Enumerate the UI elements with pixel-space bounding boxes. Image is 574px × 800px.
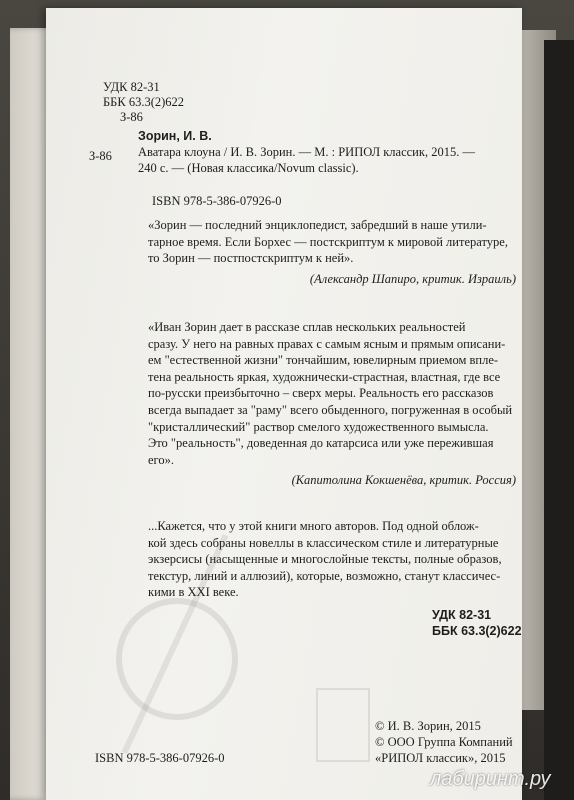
quote-line: кой здесь собраны новеллы в классическом стиле и литературные	[148, 535, 499, 550]
show-through-bicycle-image	[116, 598, 238, 720]
quote-line: ем "естественной жизни" тончайшим, ювелирным приемом вплe-	[148, 353, 499, 368]
bottom-classification-codes	[432, 607, 522, 639]
bibliographic-record	[138, 128, 475, 176]
bib-author-mark: З-86	[89, 149, 112, 163]
quote-line: "кристаллический" раствор смелого художественного вымысла.	[148, 419, 489, 434]
book-cover-edge	[544, 40, 574, 800]
quote-line: его».	[148, 452, 174, 467]
quote-line: сразу. У него на равных правах с самым ясным и прямым описани-	[148, 336, 506, 351]
author-mark: З-86	[120, 110, 143, 124]
attribution-koksheneva: (Капитолина Кокшенёва, критик. Россия)	[291, 473, 516, 487]
bib-line-1: Аватара клоуна / И. В. Зорин. — М. : РИПОЛ классик, 2015. —	[138, 145, 475, 159]
quote-line: «Зорин — последний энциклопедист, забредший в наше утили-	[148, 218, 487, 232]
copyright-publisher: «РИПОЛ классик», 2015	[375, 751, 506, 765]
attribution-shapiro: (Александр Шапиро, критик. Израиль)	[309, 272, 516, 286]
bib-line-2: 240 с. — (Новая классика/Novum classic).	[138, 161, 359, 175]
quote-line: тена реальность яркая, художнически-страстная, властная, где все	[148, 369, 501, 384]
isbn-bottom: ISBN 978-5-386-07926-0	[95, 751, 225, 765]
quote-shapiro	[148, 217, 524, 267]
quote-line: всегда выпадает за "раму" всего обыденного, погруженная в особый	[148, 402, 513, 417]
quote-line: по-русски преизбыточно – сверх меры. Реальность его рассказов	[148, 386, 494, 401]
quote-line: кими в XXI веке.	[148, 585, 239, 600]
udk-code-bottom: УДК 82-31	[432, 608, 492, 622]
copyright-block	[375, 718, 513, 766]
udk-code: УДК 82-31	[103, 80, 160, 94]
bbk-code: ББК 63.3(2)622	[103, 95, 185, 109]
classification-codes	[103, 80, 184, 125]
isbn-top: ISBN 978-5-386-07926-0	[152, 194, 282, 208]
quote-line: то Зорин — постпостскриптум к ней».	[148, 251, 354, 266]
quote-line: ...Кажется, что у этой книги много авторов. Под одной облож-	[148, 519, 479, 533]
quote-koksheneva	[148, 319, 524, 468]
author-name: Зорин, И. В.	[138, 129, 212, 143]
quote-line: экзерсисы (насыщенные и многослойные тексты, полные образов,	[148, 552, 502, 567]
bbk-code-bottom: ББК 63.3(2)622	[432, 624, 522, 638]
copyright-author: © И. В. Зорин, 2015	[375, 719, 481, 733]
quote-line: текстур, линий и аллюзий), которые, возможно, станут классичес-	[148, 568, 501, 583]
quote-line: «Иван Зорин дает в рассказе сплав нескольких реальностей	[148, 320, 466, 334]
annotation-text	[148, 518, 524, 601]
watermark-logo: лабиринт.ру	[430, 768, 551, 790]
quote-line: тарное время. Если Борхес — постскриптум к мировой литературе,	[148, 234, 508, 249]
show-through-publisher-logo	[316, 688, 370, 762]
quote-line: Это "реальность", доведенная до катарсиса или уже пережившая	[148, 436, 494, 451]
copyright-company: © ООО Группа Компаний	[375, 735, 513, 749]
